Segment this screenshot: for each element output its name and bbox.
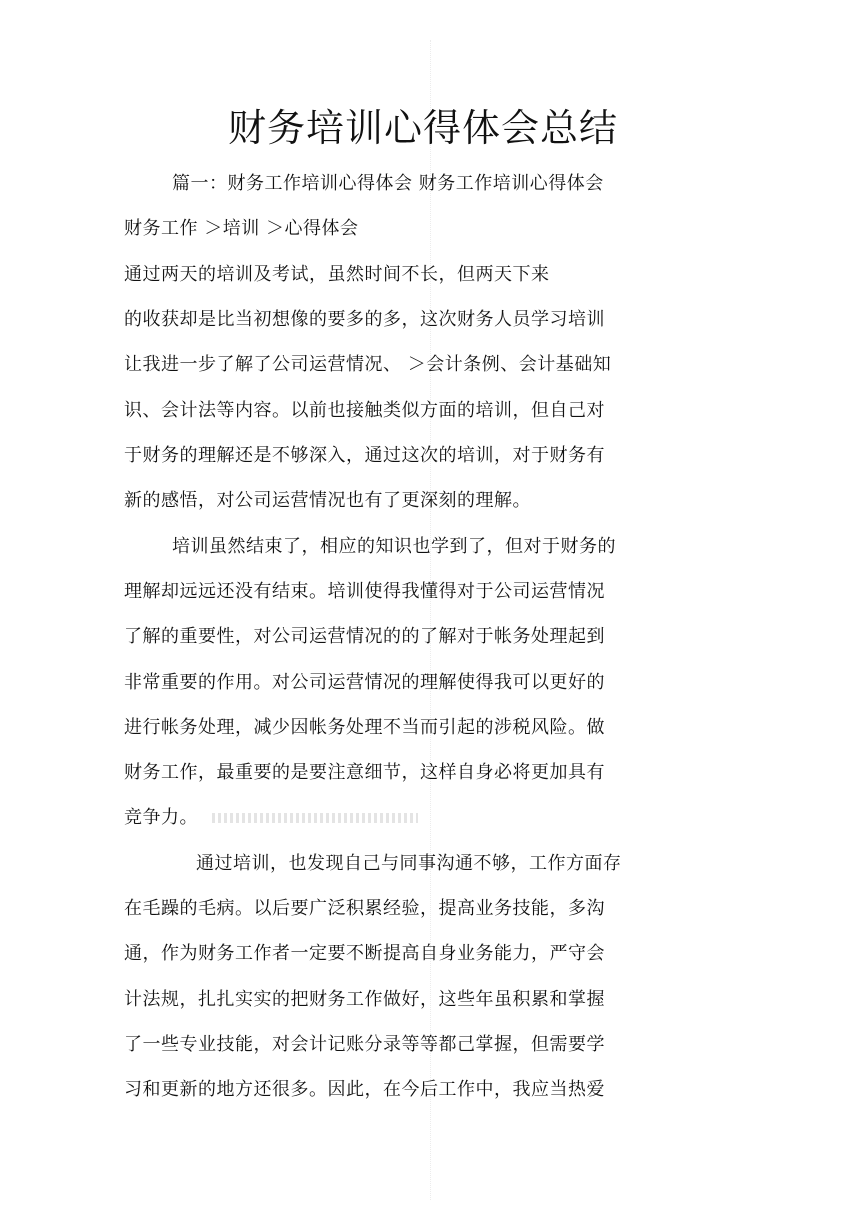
page-divider bbox=[430, 40, 431, 1200]
paragraph-line: 于财务的理解还是不够深入，通过这次的培训，对于财务有 bbox=[124, 445, 605, 466]
paragraph-line: 习和更新的地方还很多。因此，在今后工作中，我应当热爱 bbox=[124, 1079, 605, 1100]
paragraph-line: 通，作为财务工作者一定要不断提高自身业务能力，严守会 bbox=[124, 943, 605, 964]
breadcrumb-line: 财务工作 ＞培训 ＞心得体会 bbox=[124, 218, 359, 239]
paragraph-line: 进行帐务处理，减少因帐务处理不当而引起的涉税风险。做 bbox=[124, 717, 605, 738]
faded-watermark-text bbox=[212, 813, 418, 823]
paragraph-line: 新的感悟，对公司运营情况也有了更深刻的理解。 bbox=[124, 490, 531, 511]
paragraph-line: 让我进一步了解了公司运营情况、 ＞会计条例、会计基础知 bbox=[124, 354, 612, 375]
paragraph-line: 非常重要的作用。对公司运营情况的理解使得我可以更好的 bbox=[124, 672, 605, 693]
paragraph-line: 了解的重要性，对公司运营情况的的了解对于帐务处理起到 bbox=[124, 626, 605, 647]
paragraph-line: 理解却远远还没有结束。培训使得我懂得对于公司运营情况 bbox=[124, 581, 605, 602]
document-title: 财务培训心得体会总结 bbox=[227, 106, 618, 150]
paragraph-line: 通过培训，也发现自己与同事沟通不够，工作方面存 bbox=[196, 853, 622, 874]
paragraph-line: 通过两天的培训及考试，虽然时间不长，但两天下来 bbox=[124, 264, 550, 285]
paragraph-line: 计法规，扎扎实实的把财务工作做好，这些年虽积累和掌握 bbox=[124, 989, 605, 1010]
paragraph-line: 财务工作，最重要的是要注意细节，这样自身必将更加具有 bbox=[124, 762, 605, 783]
subtitle-line: 篇一：财务工作培训心得体会 财务工作培训心得体会 bbox=[172, 173, 604, 194]
paragraph-line: 识、会计法等内容。以前也接触类似方面的培训，但自己对 bbox=[124, 400, 605, 421]
paragraph-line-end bbox=[124, 806, 418, 830]
paragraph-line-text: 竞争力。 bbox=[124, 807, 198, 828]
paragraph-line: 了一些专业技能，对会计记账分录等等都己掌握，但需要学 bbox=[124, 1034, 605, 1055]
paragraph-line: 在毛躁的毛病。以后要广泛积累经验，提高业务技能，多沟 bbox=[124, 898, 605, 919]
paragraph-line: 培训虽然结束了，相应的知识也学到了，但对于财务的 bbox=[172, 536, 616, 557]
paragraph-line: 的收获却是比当初想像的要多的多，这次财务人员学习培训 bbox=[124, 309, 605, 330]
